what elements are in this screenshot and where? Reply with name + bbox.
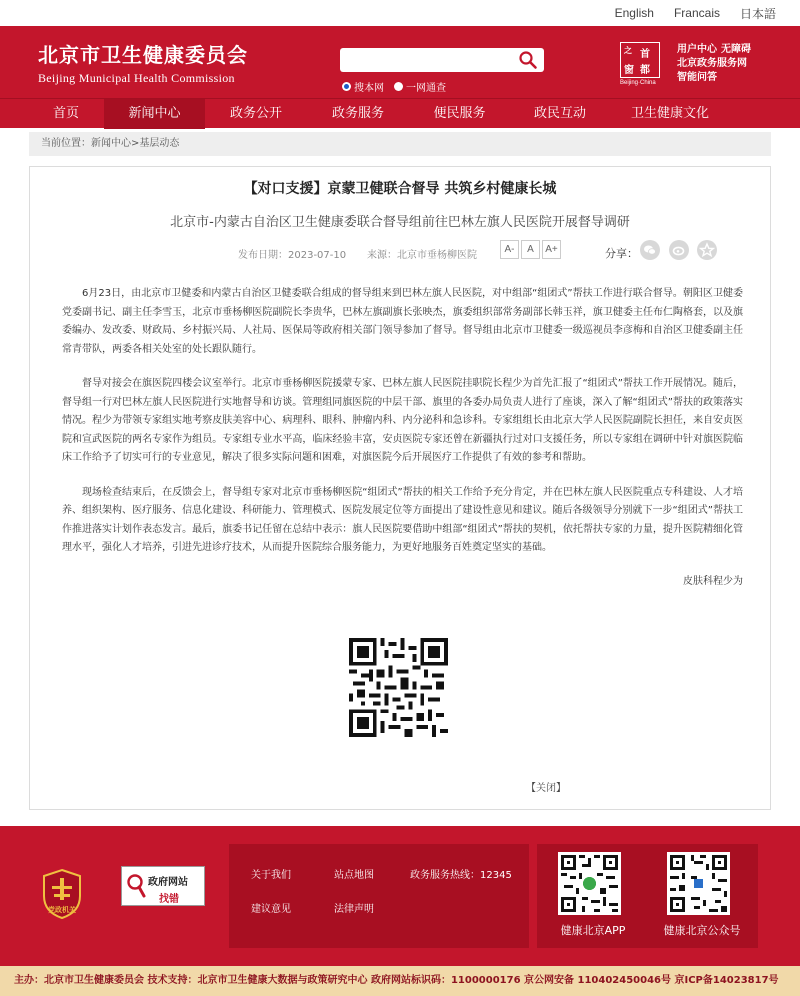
scope-all-radio[interactable] xyxy=(394,79,446,94)
lang-japanese-link[interactable]: 日本語 xyxy=(739,6,776,21)
article-title: 【对口支援】京蒙卫健联合督导 共筑乡村健康长城 xyxy=(243,181,557,197)
wechat-qr-panel xyxy=(646,844,758,948)
breadcrumb-grassroots[interactable]: 基层动态 xyxy=(139,138,180,149)
font-decrease-button[interactable]: A- xyxy=(500,240,519,259)
brand-name-en: Beijing Municipal Health Commission xyxy=(38,71,235,85)
nav-gov-open[interactable]: 政务公开 xyxy=(229,106,282,121)
capital-logo-char: 首 xyxy=(640,49,650,60)
article-paragraph: 现场检查结束后，在反馈会上，督导组专家对北京市垂杨柳医院“组团式”帮扶的相关工作给予充分肯定，并在巴林左旗人民医院重点专科建设、人才培养、组织架构、医疗服务、信息化建设、科研能力、管理模式、医院发展定位等方面提出了建设性意见和建议。随后各级领导分别就下一步“组团式”帮扶工作推进落实计划作表态发言。最后，旗委书记任留在总结中表示：旗人民医院要借助中组部“组团式”帮扶的契机，依托帮扶专家的力量，提升医院精细化管理水平，强化人才培养，引进先进诊疗技术，从而提升医院综合服务能力，为更好地服务百姓奠定坚实的基础。 xyxy=(62,486,743,553)
breadcrumb-prefix: 当前位置： xyxy=(41,138,91,149)
gov-service-link[interactable]: 北京政务服务网 xyxy=(677,58,747,69)
site-footer xyxy=(0,826,800,966)
search-input[interactable] xyxy=(340,48,510,72)
lang-french-link[interactable]: Francais xyxy=(673,6,720,20)
app-qr-panel xyxy=(537,844,649,948)
feedback-link[interactable]: 建议意见 xyxy=(251,904,291,915)
wechat-qr-code xyxy=(667,852,730,915)
app-qr-caption: 健康北京APP xyxy=(560,924,626,937)
nav-home[interactable]: 首页 xyxy=(52,106,79,121)
capital-logo-char: 之 xyxy=(624,46,632,55)
gov-site-error-report[interactable] xyxy=(121,866,205,906)
search-box xyxy=(340,48,544,72)
close-article-link[interactable]: 【关闭】 xyxy=(526,783,566,794)
article-subtitle: 北京市-内蒙古自治区卫生健康委联合督导组前往巴林左旗人民医院开展督导调研 xyxy=(170,215,630,230)
article-container xyxy=(29,166,771,810)
nav-gov-service[interactable]: 政务服务 xyxy=(331,106,384,121)
weibo-icon[interactable] xyxy=(669,240,689,260)
legal-link[interactable]: 法律声明 xyxy=(334,904,374,915)
site-logo[interactable] xyxy=(38,39,248,86)
wechat-qr-caption: 健康北京公众号 xyxy=(663,924,741,937)
capital-window-logo[interactable] xyxy=(620,42,666,92)
smart-qa-link[interactable]: 智能问答 xyxy=(677,72,717,83)
article-paragraph: 督导对接会在旗医院四楼会议室举行。北京市垂杨柳医院援蒙专家、巴林左旗人民医院挂职院长程少为首先汇报了“组团式”帮扶工作开展情况。随后，督导组一行对巴林左旗人民医院进行实地督导和访谈。管理组同旗医院的中层干部、旗里的各委办局负责人进行了座谈，深入了解“组团式”帮扶的政策落实情况。程少为带领专家组实地考察皮肤美容中心、病理科、眼科、肿瘤内科、内分泌科和急诊科。专家组组长由北京大学人民医院副院长担任，来自安贞医院和宣武医院的两名专家作为组员。专家组专业水平高，临床经验丰富，安贞医院专家还曾在新疆执行过对口支援任务，所以专家组在调研中针对旗医院临床工作给予了切实可行的专业意见，解决了很多实际问题和困难，对旗医院今后开展医疗工作提供了有效的参考和帮助。 xyxy=(62,378,743,463)
scope-site-label: 搜本网 xyxy=(354,83,384,94)
nav-news[interactable]: 新闻中心 xyxy=(104,99,205,129)
about-us-link[interactable]: 关于我们 xyxy=(251,870,291,881)
lang-english-link[interactable]: English xyxy=(614,6,654,20)
nav-public-service[interactable]: 便民服务 xyxy=(433,106,486,121)
scope-site-radio[interactable] xyxy=(342,79,384,94)
breadcrumb-separator: > xyxy=(131,138,140,149)
font-default-button[interactable]: A xyxy=(521,240,540,259)
capital-window-emblem xyxy=(620,42,660,78)
magnifier-icon xyxy=(126,873,146,899)
accessibility-link[interactable]: 无障碍 xyxy=(721,44,751,55)
user-center-link[interactable]: 用户中心 xyxy=(677,44,717,55)
wechat-icon[interactable] xyxy=(640,240,660,260)
brand-name-cn: 北京市卫生健康委员会 xyxy=(38,43,248,67)
font-increase-button[interactable]: A+ xyxy=(542,240,561,259)
footer-links-panel xyxy=(229,844,529,948)
sitemap-link[interactable]: 站点地图 xyxy=(334,870,374,881)
gov-badge-line1: 政府网站 xyxy=(148,877,188,888)
share-label: 分享： xyxy=(605,247,638,260)
party-badge-label: 党政机关 xyxy=(48,906,76,914)
hotline-text: 政务服务热线：12345 xyxy=(410,870,512,881)
article-signature: 皮肤科程少为 xyxy=(683,575,743,587)
article-qr-code xyxy=(349,638,448,737)
article-meta xyxy=(30,238,770,268)
footer-copyright-bar: 主办：北京市卫生健康委员会 技术支持：北京市卫生健康大数据与政策研究中心 政府网站标识码：1100000176 京公网安备 110402450046号 京ICP备14023817号 xyxy=(0,966,800,996)
article-source: 来源：北京市垂杨柳医院 xyxy=(367,250,477,261)
search-icon[interactable] xyxy=(518,50,538,70)
capital-logo-char: 都 xyxy=(640,65,650,76)
gov-badge-line2: 找错 xyxy=(159,894,179,905)
party-organ-badge[interactable] xyxy=(40,868,84,920)
quick-links xyxy=(677,43,755,85)
capital-logo-caption: Beijing·China xyxy=(620,80,656,86)
nav-health-culture[interactable]: 卫生健康文化 xyxy=(630,106,709,121)
scope-all-label: 一网通查 xyxy=(406,83,446,94)
main-nav xyxy=(0,98,800,128)
article-body xyxy=(30,285,770,587)
breadcrumb-news[interactable]: 新闻中心 xyxy=(91,138,131,149)
search-scope xyxy=(342,79,446,94)
article-paragraph: 6月23日，由北京市卫健委和内蒙古自治区卫健委联合组成的督导组来到巴林左旗人民医院，对中组部“组团式”帮扶工作进行联合督导。朝阳区卫健委党委副书记、副主任李雪玉，北京市垂杨柳医院副院长李贵华，巴林左旗副旗长张映杰，旗委组织部常务副部长韩玉祥，旗卫健委主任布仁陶格套，以及旗委编办、发改委、财政局、乡村振兴局、人社局、医保局等政府相关部门领导参加了督导。督导组由北京市卫健委一级巡视员李彦梅和自治区卫健委副主任常青带队，两委各相关处室的处长跟队随行。 xyxy=(62,288,743,355)
language-bar xyxy=(0,0,800,26)
star-icon[interactable] xyxy=(697,240,717,260)
site-header xyxy=(0,26,800,98)
breadcrumb xyxy=(29,132,771,156)
nav-interaction[interactable]: 政民互动 xyxy=(533,106,586,121)
app-qr-code xyxy=(558,852,621,915)
publish-date: 发布日期：2023-07-10 xyxy=(238,250,347,261)
capital-logo-char: 窗 xyxy=(624,65,634,76)
